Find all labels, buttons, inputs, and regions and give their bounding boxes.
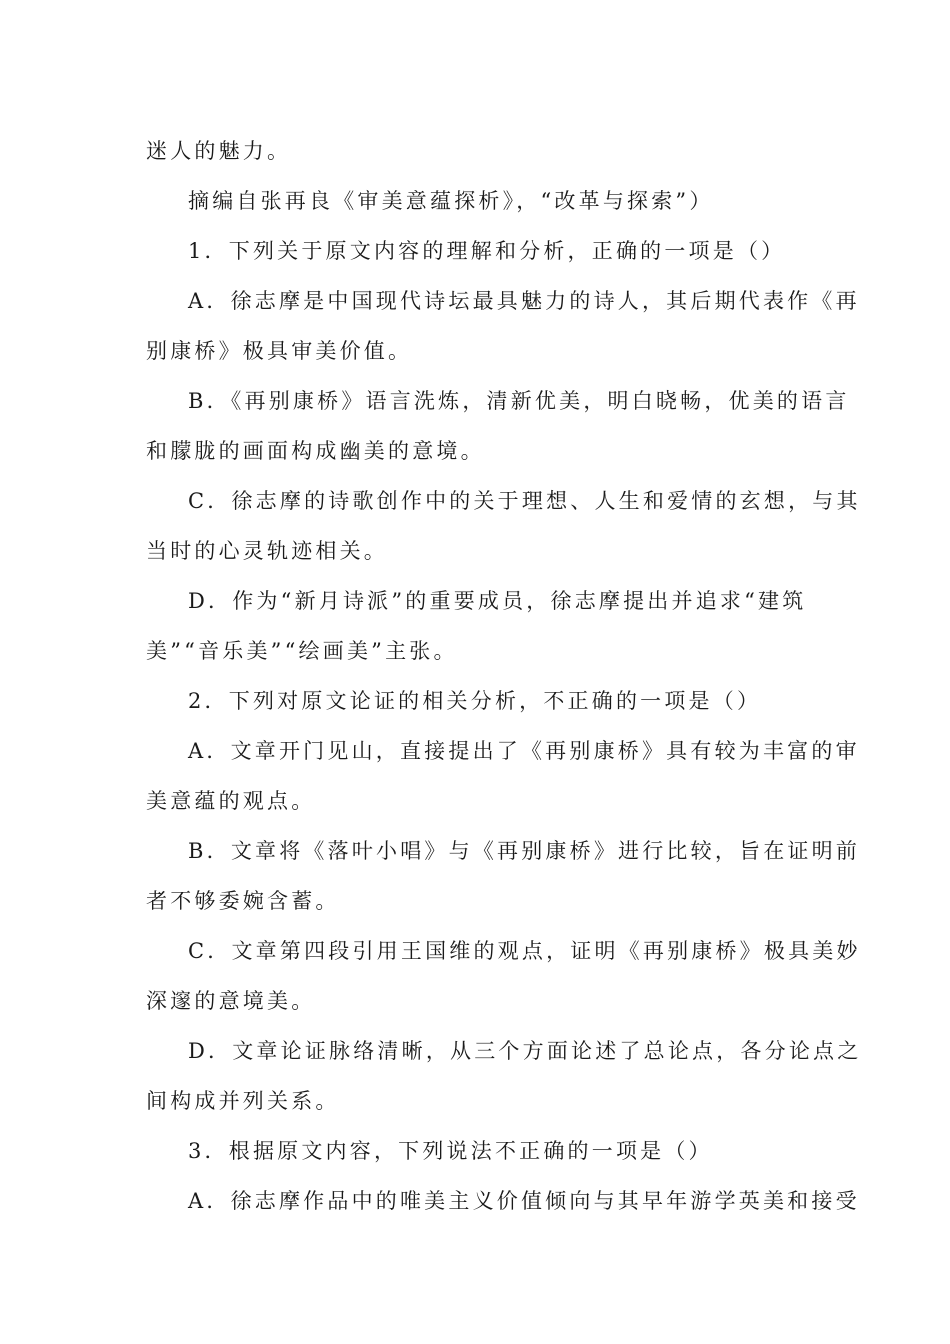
- question-3-stem: 3．根据原文内容，下列说法不正确的一项是（）: [188, 1139, 713, 1163]
- question-2-option-a-cont: 美意蕴的观点。: [146, 789, 316, 813]
- question-1-option-c: C．徐志摩的诗歌创作中的关于理想、人生和爱情的玄想，与其: [188, 489, 861, 513]
- question-1-option-b: B．《再别康桥》语言洗炼，清新优美，明白晓畅，优美的语言: [188, 389, 850, 413]
- question-1-option-a: A．徐志摩是中国现代诗坛最具魅力的诗人，其后期代表作《再: [188, 289, 860, 313]
- question-1-option-d: D．作为“新月诗派”的重要成员，徐志摩提出并追求“建筑: [188, 589, 807, 613]
- question-2-option-d-cont: 间构成并列关系。: [146, 1089, 340, 1113]
- question-2-option-b-cont: 者不够委婉含蓄。: [146, 889, 340, 913]
- question-3-option-a: A．徐志摩作品中的唯美主义价值倾向与其早年游学英美和接受: [188, 1189, 860, 1213]
- question-2-stem: 2．下列对原文论证的相关分析，不正确的一项是（）: [188, 689, 762, 713]
- question-1-option-c-cont: 当时的心灵轨迹相关。: [146, 539, 388, 563]
- question-2-option-a: A．文章开门见山，直接提出了《再别康桥》具有较为丰富的审: [188, 739, 860, 763]
- question-1-option-b-cont: 和朦胧的画面构成幽美的意境。: [146, 439, 485, 463]
- question-1-option-a-cont: 别康桥》极具审美价值。: [146, 339, 413, 363]
- question-2-option-b: B．文章将《落叶小唱》与《再别康桥》进行比较，旨在证明前: [188, 839, 861, 863]
- source-citation: 摘编自张再良《审美意蕴探析》，“改革与探索”）: [188, 189, 714, 213]
- question-1-option-d-cont: 美”“音乐美”“绘画美”主张。: [146, 639, 458, 663]
- question-2-option-d: D．文章论证脉络清晰，从三个方面论述了总论点，各分论点之: [188, 1039, 862, 1063]
- text-line-continuation: 迷人的魅力。: [146, 139, 292, 163]
- question-1-stem: 1．下列关于原文内容的理解和分析，正确的一项是（）: [188, 239, 786, 263]
- question-2-option-c: C．文章第四段引用王国维的观点，证明《再别康桥》极具美妙: [188, 939, 861, 963]
- question-2-option-c-cont: 深邃的意境美。: [146, 989, 316, 1013]
